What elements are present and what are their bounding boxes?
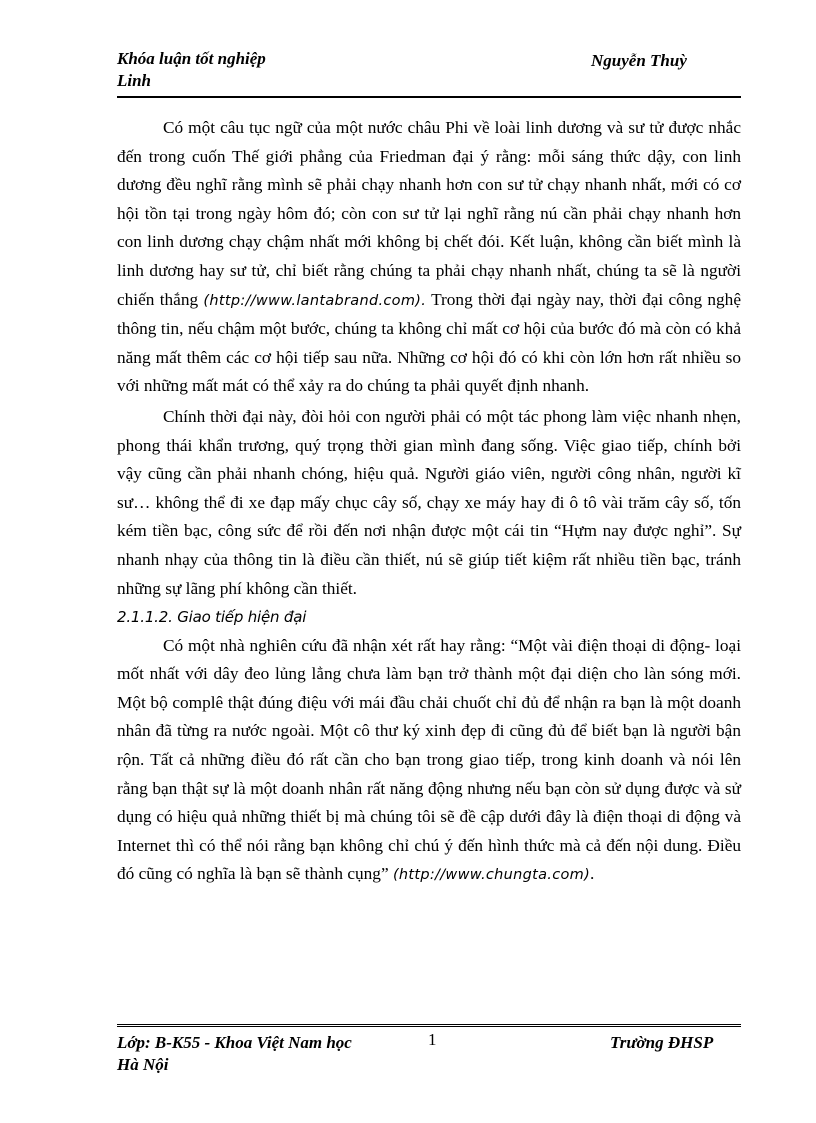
page-body bbox=[117, 114, 741, 890]
paragraph-3-end: . bbox=[590, 864, 595, 884]
header-author-name: Nguyễn Thuỳ bbox=[591, 51, 687, 70]
header-rule bbox=[117, 96, 741, 98]
citation-link-lantabrand: (http://www.lantabrand.com). bbox=[203, 292, 427, 309]
footer-city: Hà Nội bbox=[117, 1055, 169, 1074]
footer-left bbox=[117, 1032, 417, 1076]
footer-rule bbox=[117, 1024, 741, 1027]
header-thesis-title: Khóa luận tốt nghiệp bbox=[117, 49, 266, 68]
header-author-lastname: Linh bbox=[117, 71, 152, 90]
paragraph-1 bbox=[117, 114, 741, 401]
citation-link-chungta: (http://www.chungta.com) bbox=[392, 867, 591, 884]
paragraph-1-text-a: Có một câu tục ngữ của một nước châu Phi về loài linh dương và sư tử được nhắc đến trong cuốn Thế giới phẳng của Friedman đại ý rằng: mỗi sáng thức dậy, con linh dương đều nghĩ rằng mình sẽ phải chạy nhanh hơn con sư tử chạy nhanh nhất, mới có cơ hội tồn tại trong ngày hôm đó; còn con sư tử lại nghĩ rằng nú cần phải chạy nhanh hơn con linh dương chạy chậm nhất mới không bị chết đói. Kết luận, không cần biết mình là linh dương hay sư tử, chỉ biết rằng chúng ta phải chạy nhanh nhất, chúng ta sẽ là người chiến thắng bbox=[117, 118, 741, 309]
paragraph-2: Chính thời đại này, đòi hỏi con người phải có một tác phong làm việc nhanh nhẹn, phong thái khẩn trương, quý trọng thời gian mình đang sống. Việc giao tiếp, chính bởi vậy cũng cần phải nhanh chóng, hiệu quả. Người giáo viên, người công nhân, người kĩ sư… không thể đi xe đạp mấy chục cây số, chạy xe máy hay đi ô tô vài trăm cây số, tốn kém tiền bạc, công sức để rồi đến nơi nhận được một cái tin “Hựm nay được nghỉ”. Sự nhanh nhạy của thông tin là điều cần thiết, nú sẽ giúp tiết kiệm rất nhiều tiền bạc, tránh những sự lãng phí không cần thiết. bbox=[117, 406, 741, 598]
paragraph-3 bbox=[117, 632, 741, 890]
paragraph-3-text: Có một nhà nghiên cứu đã nhận xét rất hay rằng: “Một vài điện thoại di động- loại mốt nhất với dây đeo lủng lẳng chưa làm bạn trở thành một đại diện cho làn sóng mới. Một bộ complê thật đúng điệu với mái đầu chải chuốt chỉ đủ để nhận ra bạn là một doanh nhân đã từng ra nước ngoài. Một cô thư ký xinh đẹp đi cũng đủ để biết bạn là người bận rộn. Tất cả những điều đó rất cần cho bạn trong giao tiếp, trong kinh doanh và nói lên rằng bạn thật sự là một doanh nhân rất năng động nhưng nếu bạn còn sử dụng được và sử dụng có hiệu quả những thiết bị mà chúng tôi sẽ đề cập dưới đây là điện thoại di động và Internet thì có thể nói rằng bạn không chỉ chú ý đến hình thức mà cả đến nội dung. Điều đó cũng có nghĩa là bạn sẽ thành cụng” bbox=[117, 635, 741, 884]
section-heading: 2.1.1.2. Giao tiếp hiện đại bbox=[117, 608, 307, 627]
page-number: 1 bbox=[428, 1030, 437, 1049]
paragraph-1-text-b: Trong thời đại ngày nay, thời đại công nghệ thông tin, nếu chậm một bước, chúng ta không chỉ mất cơ hội của bước đó mà còn có khả năng mất thêm các cơ hội tiếp sau nữa. Những cơ hội đó có khi còn lớn hơn rất nhiều so với những mất mát có thể xảy ra do chúng ta phải quyết định nhanh. bbox=[117, 289, 741, 396]
header-left bbox=[117, 48, 417, 92]
footer-class-info: Lớp: B-K55 - Khoa Việt Nam học bbox=[117, 1033, 352, 1052]
footer-university: Trường ĐHSP bbox=[610, 1033, 714, 1052]
